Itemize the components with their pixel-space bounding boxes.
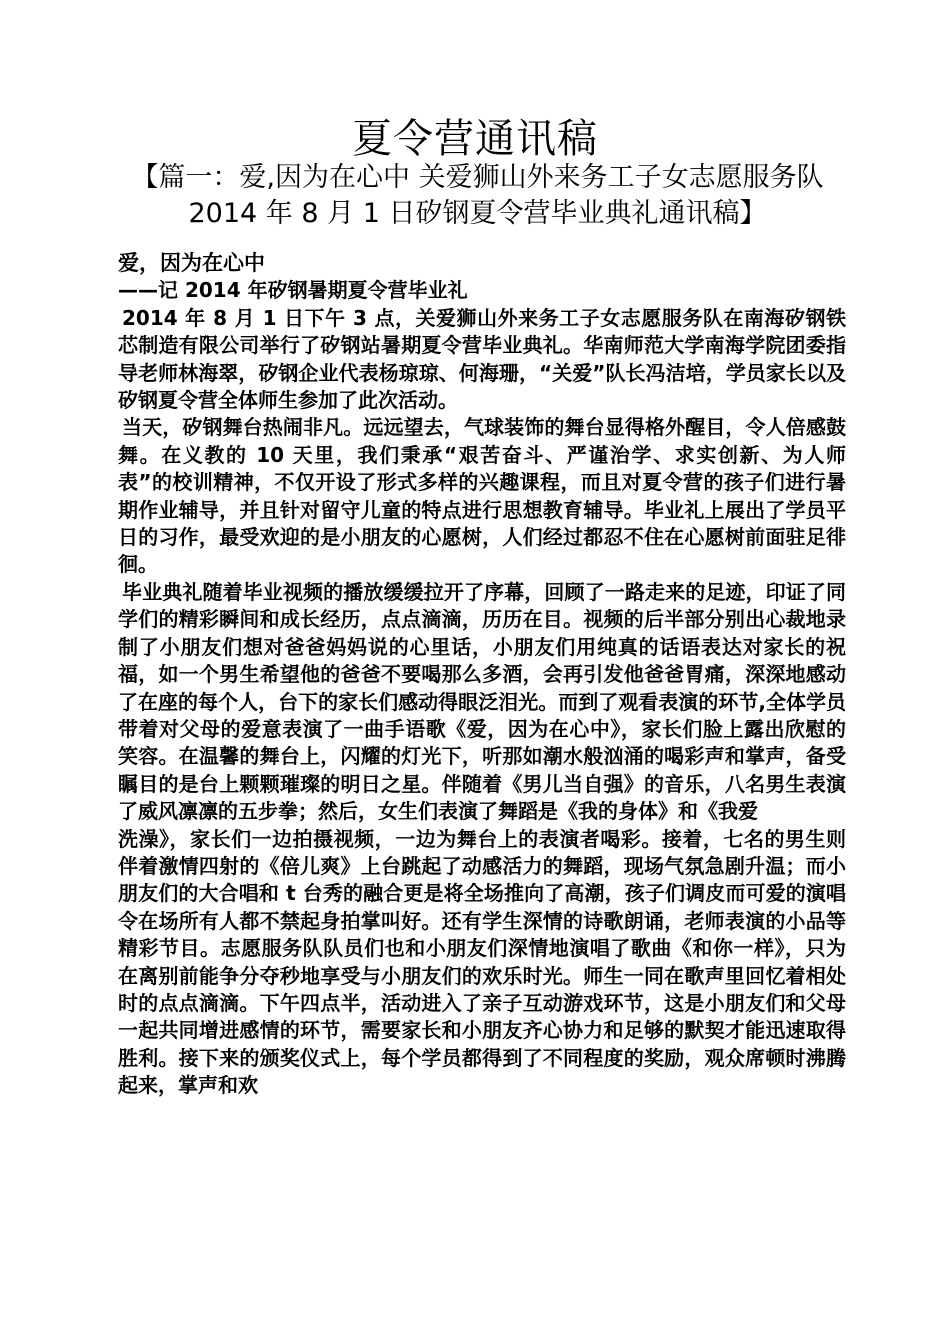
article-subheading: ——记 2014 年矽钢暑期夏令营毕业礼 bbox=[118, 278, 468, 303]
article-paragraph: 毕业典礼随着毕业视频的播放缓缓拉开了序幕，回顾了一路走来的足迹，印证了同学们的精彩瞬间和成长经历，点点滴滴，历历在目。视频的后半部分别出心裁地录制了小朋友们想对爸爸妈妈说的心里话，小朋友们用纯真的话语表达对家长的祝福，如一个男生希望他的爸爸不要喝那么多酒，会再引发他爸爸胃痛，深深地感动了在座的每个人，台下的家长们感动得眼泛泪光。而到了观看表演的环节,全体学员带着对父母的爱意表演了一曲手语歌《爱，因为在心中》，家长们脸上露出欣慰的笑容。在温馨的舞台上，闪耀的灯光下，听那如潮水般汹涌的喝彩声和掌声，备受瞩目的是台上颗颗璀璨的明日之星。伴随着《男儿当自强》的音乐，八名男生表演了威风凛凛的五步拳；然后，女生们表演了舞蹈是《我的身体》和《我爱 bbox=[118, 579, 846, 824]
document-subtitle: 【篇一：爱,因为在心中 关爱狮山外来务工子女志愿服务队 2014 年 8 月 1 日矽钢夏令营毕业典礼通讯稿】 bbox=[131, 162, 824, 229]
article-paragraph: 当天，矽钢舞台热闹非凡。远远望去，气球装饰的舞台显得格外醒目，令人倍感鼓舞。在义教的 10 天里，我们秉承“艰苦奋斗、严谨治学、求实创新、为人师表”的校训精神，不仅开设了形式多样的兴趣课程，而且对夏令营的孩子们进行暑期作业辅导，并且针对留守儿童的特点进行思想教育辅导。毕业礼上展出了学员平日的习作，最受欢迎的是小朋友的心愿树，人们经过都忍不住在心愿树前面驻足徘徊。 bbox=[118, 415, 846, 577]
article-paragraph: 2014 年 8 月 1 日下午 3 点，关爱狮山外来务工子女志愿服务队在南海矽钢铁芯制造有限公司举行了矽钢站暑期夏令营毕业典礼。华南师范大学南海学院团委指导老师林海翠，矽钢企业代表杨琼琼、何海珊，“关爱”队长冯洁培，学员家长以及矽钢夏令营全体师生参加了此次活动。 bbox=[118, 305, 846, 413]
document-title: 夏令营通讯稿 bbox=[352, 116, 598, 162]
article-paragraph: 洗澡》，家长们一边拍摄视频，一边为舞台上的表演者喝彩。接着，七名的男生则伴着激情四射的《倍儿爽》上台跳起了动感活力的舞蹈，现场气氛急剧升温；而小朋友们的大合唱和 t 台秀的融合更是将全场推向了高潮，孩子们调皮而可爱的演唱令在场所有人都不禁起身拍掌叫好。还有学生深情的诗歌朗诵，老师表演的小品等精彩节目。志愿服务队队员们也和小朋友们深情地演唱了歌曲《和你一样》，只为在离别前能争分夺秒地享受与小朋友们的欢乐时光。师生一同在歌声里回忆着相处时的点点滴滴。下午四点半，活动进入了亲子互动游戏环节，这是小朋友们和父母一起共同增进感情的环节，需要家长和小朋友齐心协力和足够的默契才能迅速取得胜利。接下来的颁奖仪式上，每个学员都得到了不同程度的奖励，观众席顿时沸腾起来，掌声和欢 bbox=[118, 826, 846, 1098]
article-body bbox=[118, 250, 846, 1100]
article-heading: 爱，因为在心中 bbox=[118, 251, 265, 275]
